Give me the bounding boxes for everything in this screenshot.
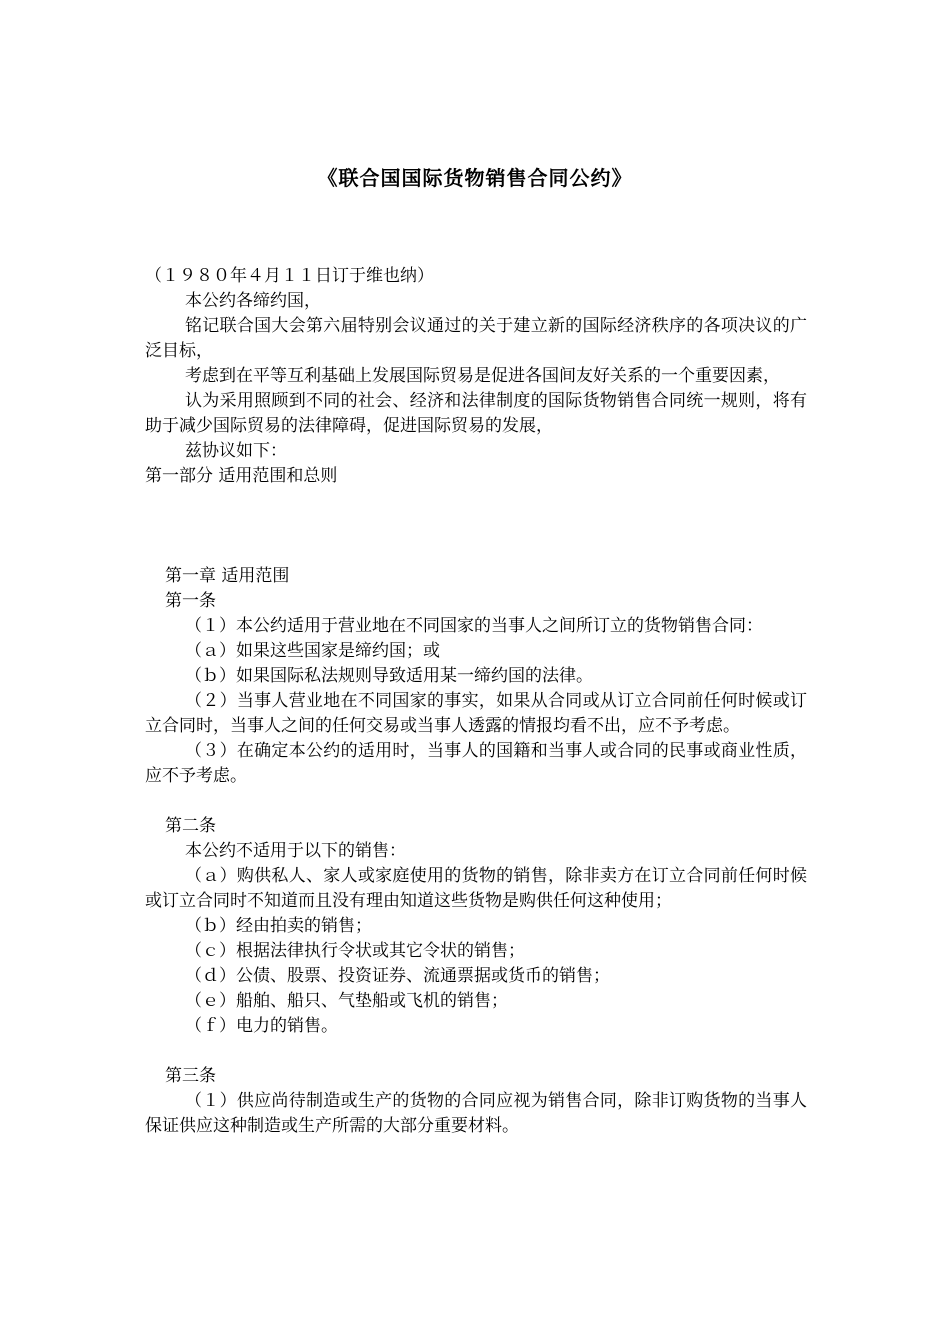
spacer — [145, 489, 807, 564]
article-item: （ｅ）船舶、船只、气垫船或飞机的销售； — [185, 991, 508, 1011]
article-paragraph: 本公约不适用于以下的销售： — [185, 841, 406, 861]
article-paragraph: （３）在确定本公约的适用时，当事人的国籍和当事人或合同的民事或商业性质，应不予考虑。 — [145, 741, 807, 786]
document-body — [145, 264, 807, 1139]
article-item: （ｃ）根据法律执行令状或其它令状的销售； — [185, 941, 525, 961]
article-item: （ａ）如果这些国家是缔约国；或 — [185, 641, 440, 661]
chapter-heading: 第一章 适用范围 — [165, 566, 290, 586]
article-item: （ａ）购供私人、家人或家庭使用的货物的销售，除非卖方在订立合同前任何时候或订立合同时不知道而且没有理由知道这些货物是购供任何这种使用； — [145, 866, 807, 911]
article-paragraph: （１）供应尚待制造或生产的货物的合同应视为销售合同，除非订购货物的当事人保证供应这种制造或生产所需的大部分重要材料。 — [145, 1091, 807, 1136]
article-item: （ｂ）经由拍卖的销售； — [185, 916, 372, 936]
article-heading: 第一条 — [165, 591, 216, 611]
article-paragraph: （２）当事人营业地在不同国家的事实，如果从合同或从订立合同前任何时候或订立合同时，当事人之间的任何交易或当事人透露的情报均看不出，应不予考虑。 — [145, 691, 807, 736]
article-item: （ｆ）电力的销售。 — [185, 1016, 338, 1036]
document-title: 《联合国国际货物销售合同公约》 — [317, 166, 633, 190]
preamble-paragraph: 考虑到在平等互利基础上发展国际贸易是促进各国间友好关系的一个重要因素， — [185, 366, 780, 386]
spacer — [145, 789, 807, 814]
preamble-paragraph: 铭记联合国大会第六届特别会议通过的关于建立新的国际经济秩序的各项决议的广泛目标， — [145, 316, 807, 361]
article-item: （ｄ）公债、股票、投资证券、流通票据或货币的销售； — [185, 966, 610, 986]
preamble-paragraph: 认为采用照顾到不同的社会、经济和法律制度的国际货物销售合同统一规则，将有助于减少国际贸易的法律障碍，促进国际贸易的发展， — [145, 391, 807, 436]
preamble-paragraph: 本公约各缔约国， — [185, 291, 321, 311]
article-heading: 第三条 — [165, 1066, 216, 1086]
preamble-paragraph: 兹协议如下： — [185, 441, 287, 461]
article-paragraph: （１）本公约适用于营业地在不同国家的当事人之间所订立的货物销售合同： — [185, 616, 763, 636]
spacer — [145, 1039, 807, 1064]
date-line: （１９８０年４月１１日订于维也纳） — [145, 266, 434, 286]
article-item: （ｂ）如果国际私法规则导致适用某一缔约国的法律。 — [185, 666, 593, 686]
part-heading: 第一部分 适用范围和总则 — [145, 466, 338, 486]
article-heading: 第二条 — [165, 816, 216, 836]
